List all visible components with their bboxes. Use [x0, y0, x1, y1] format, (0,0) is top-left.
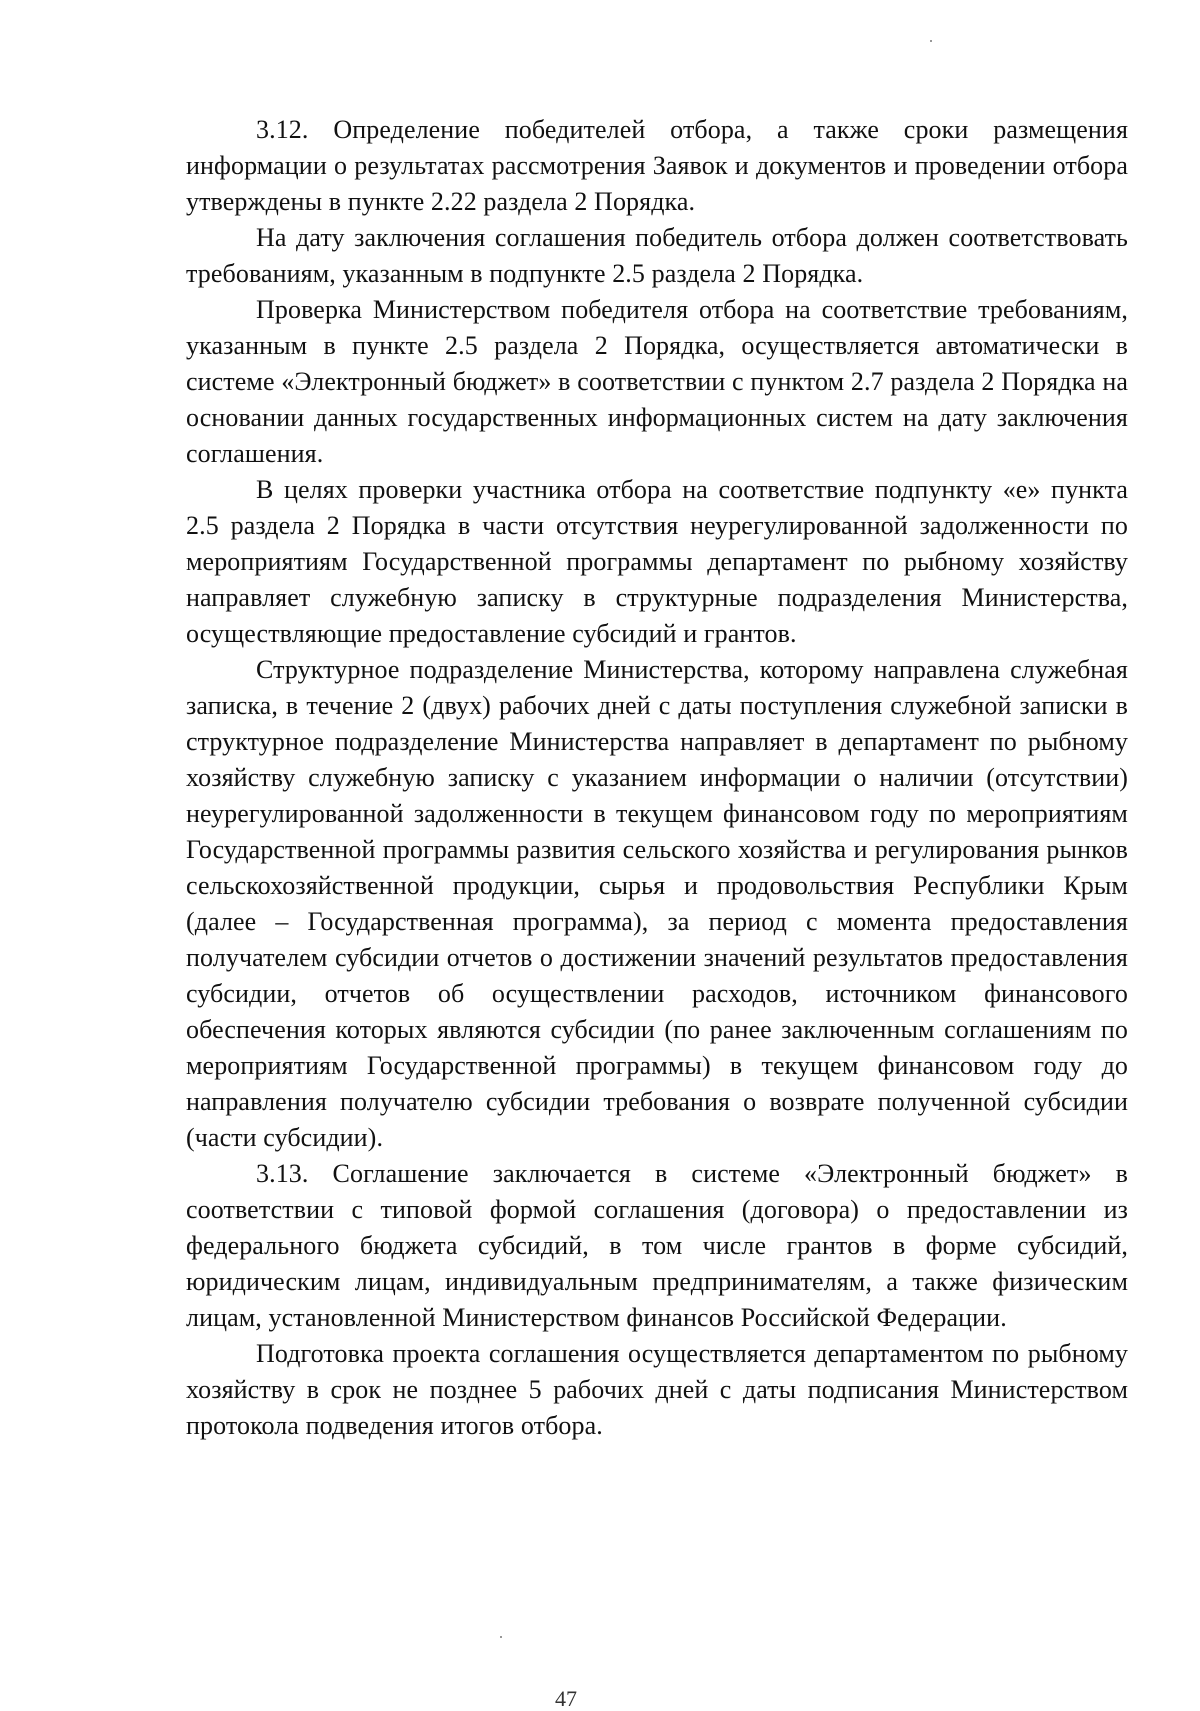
paragraph-3-12: 3.12. Определение победителей отбора, а также сроки размещения информации о результатах рассмотрения Заявок и документов и проведении отбора утверждены в пункте 2.22 раздела 2 Порядка. — [186, 115, 1128, 216]
paragraph-agreement-date-requirements: На дату заключения соглашения победитель отбора должен соответствовать требованиям, указанным в подпункте 2.5 раздела 2 Порядка. — [186, 223, 1128, 288]
scan-speck — [500, 1636, 502, 1638]
paragraph-3-13: 3.13. Соглашение заключается в системе «Электронный бюджет» в соответствии с типовой формой соглашения (договора) о предоставлении из федерального бюджета субсидий, в том числе грантов в форме субсидий, юридическим лицам, индивидуальным предпринимателям, а также физическим лицам, установленной Министерством финансов Российской Федерации. — [186, 1159, 1128, 1332]
paragraph-structural-division-response: Структурное подразделение Министерства, которому направлена служебная записка, в течение 2 (двух) рабочих дней с даты поступления служебной записки в структурное подразделение Министерства направляет в департамент по рыбному хозяйству служебную записку с указанием информации о наличии (отсутствии) неурегулированной задолженности в текущем финансовом году по мероприятиям Государственной программы развития сельского хозяйства и регулирования рынков сельскохозяйственной продукции, сырья и продовольствия Республики Крым (далее – Государственная программа), за период с момента предоставления получателем субсидии отчетов о достижении значений результатов предоставления субсидии, отчетов об осуществлении расходов, источником финансового обеспечения которых являются субсидии (по ранее заключенным соглашениям по мероприятиям Государственной программы) в текущем финансовом году до направления получателю субсидии требования о возврате полученной субсидии (части субсидии). — [186, 655, 1128, 1152]
scan-speck — [930, 40, 932, 42]
paragraph-debt-check-memo: В целях проверки участника отбора на соответствие подпункту «е» пункта 2.5 раздела 2 Порядка в части отсутствия неурегулированной задолженности по мероприятиям Государственной программы департамент по рыбному хозяйству направляет служебную записку в структурные подразделения Министерства, осуществляющие предоставление субсидий и грантов. — [186, 475, 1128, 648]
page-number: 47 — [555, 1686, 577, 1711]
document-body — [186, 112, 1128, 1444]
paragraph-ministry-check: Проверка Министерством победителя отбора на соответствие требованиям, указанным в пункте 2.5 раздела 2 Порядка, осуществляется автоматически в системе «Электронный бюджет» в соответствии с пунктом 2.7 раздела 2 Порядка на основании данных государственных информационных систем на дату заключения соглашения. — [186, 295, 1128, 468]
paragraph-agreement-preparation: Подготовка проекта соглашения осуществляется департаментом по рыбному хозяйству в срок не позднее 5 рабочих дней с даты подписания Министерством протокола подведения итогов отбора. — [186, 1339, 1128, 1440]
